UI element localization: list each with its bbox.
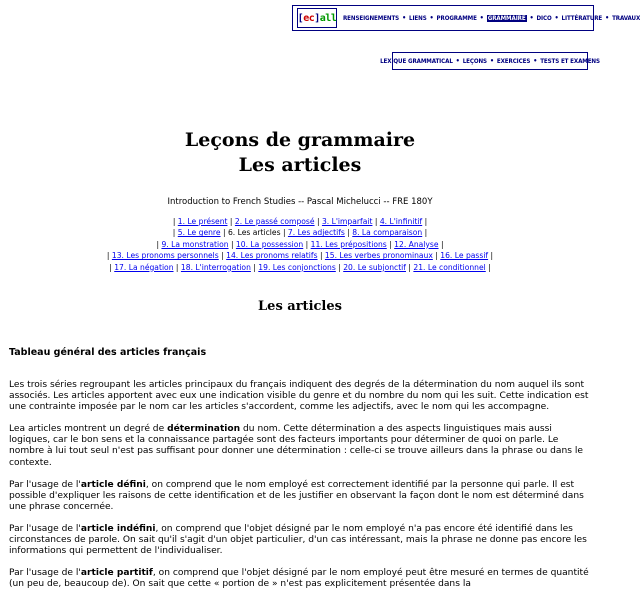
- body-paragraph: [9, 380, 591, 413]
- lesson-link[interactable]: 19. Les conjonctions: [258, 262, 336, 272]
- subnav-item-2[interactable]: EXERCICES: [496, 57, 531, 65]
- nav-bullet-icon: •: [479, 14, 484, 22]
- text-segment: Les trois séries regroupant les articles principaux du français indiquent des degrés de la détermination du nom auquel ils sont associés. Les articles apportent avec eux une indication visible du genre et du nombre du nom qui les suit. Cette indication est une contrainte imposée par le nom car les articles s'accordent, comme les adjectifs, avec le nom qui les accompagne.: [9, 380, 589, 413]
- text-segment: , on comprend que l'objet désigné par le nom employé peut être mesuré en termes de quantité (un peu de, beaucoup de). On sait que cette « portion de » n'est pas explicitement présentée dans la: [9, 568, 589, 590]
- lesson-link[interactable]: 9. La monstration: [161, 239, 229, 249]
- lesson-link[interactable]: 3. L'imparfait: [321, 217, 373, 226]
- lesson-link[interactable]: 17. La négation: [114, 262, 174, 272]
- nav-bullet-icon: •: [402, 14, 407, 22]
- text-segment: Lea articles montrent un degré de: [9, 424, 168, 435]
- table-heading: Tableau général des articles français: [9, 347, 207, 358]
- nav-bullet-icon: •: [554, 14, 559, 22]
- lesson-link[interactable]: 13. Les pronoms personnels: [111, 251, 219, 261]
- topnav-item-2[interactable]: PROGRAMME: [436, 14, 477, 22]
- body-paragraph: [9, 424, 591, 468]
- lesson-link[interactable]: 4. L'infinitif: [379, 217, 423, 226]
- section-title: Les articles: [258, 299, 342, 314]
- lesson-link[interactable]: 2. Le passé composé: [234, 217, 315, 226]
- lesson-current: 6. Les articles: [227, 228, 281, 238]
- lesson-row: | 5. Le genre | 6. Les articles | 7. Les adjectifs | 8. La comparaison |: [172, 228, 428, 238]
- body-paragraph: [9, 568, 591, 590]
- topnav-item-6[interactable]: TRAVAUX: [612, 14, 640, 22]
- nav-bullet-icon: •: [605, 14, 610, 22]
- text-segment: Par l'usage de l': [9, 523, 81, 534]
- lesson-link[interactable]: 18. L'interrogation: [180, 262, 251, 272]
- lesson-row: | 17. La négation | 18. L'interrogation | 19. Les conjonctions | 20. Le subjonctif | 21. Le conditionnel |: [109, 262, 491, 272]
- lesson-link[interactable]: 1. Le présent: [177, 217, 228, 226]
- sub-navigation-items: [380, 57, 600, 65]
- nav-bullet-icon: •: [533, 57, 538, 65]
- lesson-link[interactable]: 12. Analyse: [394, 239, 439, 249]
- topnav-item-3[interactable]: GRAMMAIRE: [487, 14, 526, 22]
- subnav-item-1[interactable]: LEÇONS: [462, 57, 487, 65]
- top-navigation-items: [343, 14, 640, 22]
- lesson-link[interactable]: 10. La possession: [235, 239, 304, 249]
- page-title-line1: Leçons de grammaire: [184, 129, 416, 151]
- lesson-navigation: [20, 216, 580, 273]
- lesson-row: | 9. La monstration | 10. La possession | 11. Les prépositions | 12. Analyse |: [156, 239, 444, 249]
- lesson-link[interactable]: 15. Les verbes pronominaux: [324, 251, 433, 261]
- lesson-row: | 13. Les pronoms personnels | 14. Les pronoms relatifs | 15. Les verbes pronominaux | 16. Le passif |: [106, 251, 494, 261]
- lesson-link[interactable]: 5. Le genre: [177, 228, 221, 238]
- topnav-item-1[interactable]: LIENS: [409, 14, 427, 22]
- course-subtitle: Introduction to French Studies -- Pascal Michelucci -- FRE 180Y: [167, 197, 433, 207]
- lesson-link[interactable]: 16. Le passif: [440, 251, 489, 261]
- lesson-row: | 1. Le présent | 2. Le passé composé | 3. L'imparfait | 4. L'infinitif |: [172, 217, 428, 226]
- grammar-sub-navigation: [380, 52, 600, 70]
- topnav-item-0[interactable]: RENSEIGNEMENTS: [343, 14, 400, 22]
- text-segment: Par l'usage de l': [9, 479, 81, 490]
- text-segment: , on comprend que l'objet désigné par le nom employé n'a pas encore été identifié dans les circonstances de parole. On sait qu'il s'agit d'un objet particulier, d'un cas intéressant, mais la phrase ne donne pas encore les informations qui permettent de l'individualiser.: [9, 523, 587, 557]
- lesson-link[interactable]: 8. La comparaison: [352, 228, 423, 238]
- subnav-item-0[interactable]: LEXIQUE GRAMMATICAL: [380, 57, 453, 65]
- lesson-link[interactable]: 11. Les prépositions: [310, 239, 387, 249]
- bold-term: détermination: [167, 424, 241, 435]
- subnav-item-3[interactable]: TESTS ET EXAMENS: [540, 57, 600, 65]
- text-segment: du nom. Cette détermination a des aspects linguistiques mais aussi logiques, car le bon sens et la connaissance partagée sont des facteurs importants pour déterminer de quoi on parle. Le nombre à lui tout seul n'est pas suffisant pour donner une détermination : celle-ci se trouve ailleurs dans la phrase ou dans le contexte.: [9, 424, 583, 468]
- bold-term: article indéfini: [80, 523, 156, 534]
- article-body: [9, 380, 591, 601]
- top-navigation-bar: [292, 5, 640, 31]
- topnav-item-4[interactable]: DICO: [536, 14, 552, 22]
- lesson-link[interactable]: 7. Les adjectifs: [287, 228, 345, 238]
- lesson-link[interactable]: 14. Les pronoms relatifs: [226, 251, 318, 261]
- nav-bullet-icon: •: [529, 14, 534, 22]
- text-segment: Par l'usage de l': [9, 568, 81, 579]
- ecall-logo[interactable]: [ ec ] all: [297, 8, 337, 28]
- topnav-item-5[interactable]: LITTÉRATURE: [561, 14, 603, 22]
- page-title: [0, 128, 600, 178]
- bold-term: article défini: [80, 479, 146, 490]
- lesson-link[interactable]: 21. Le conditionnel: [413, 262, 486, 272]
- bold-term: article partitif: [80, 568, 153, 579]
- nav-bullet-icon: •: [429, 14, 434, 22]
- body-paragraph: [9, 480, 591, 513]
- lesson-link[interactable]: 20. Le subjonctif: [343, 262, 406, 272]
- page-title-line2: Les articles: [238, 154, 362, 176]
- nav-bullet-icon: •: [489, 57, 494, 65]
- nav-bullet-icon: •: [455, 57, 460, 65]
- body-paragraph: [9, 524, 591, 557]
- text-segment: , on comprend que le nom employé est correctement identifié par la personne qui parle. Il est possible d'expliquer les raisons de cette identification et de les justifier en observant la façon dont le nom est déterminé dans une phrase concernée.: [9, 479, 584, 512]
